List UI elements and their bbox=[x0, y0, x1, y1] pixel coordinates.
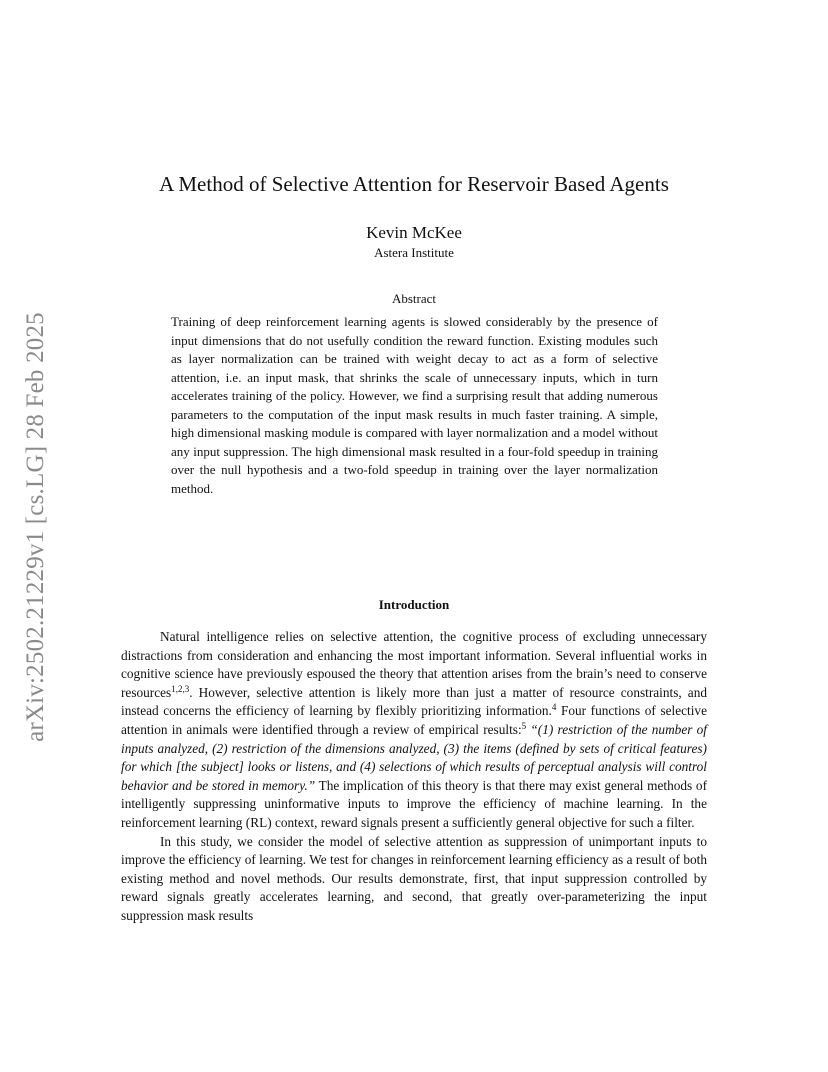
introduction-paragraph-2: In this study, we consider the model of selective attention as suppression of unimportant inputs to improve the efficiency of learning. We test for changes in reinforcement learning efficiency as a result of both existing method and novel methods. Our results demonstrate, first, that input suppression controlled by reward signals greatly accelerates learning, and second, that greatly over-parameterizing the input suppression mask results bbox=[121, 833, 707, 923]
author-affiliation: Astera Institute bbox=[374, 245, 454, 260]
introduction-heading: Introduction bbox=[378, 597, 450, 612]
citation-4: 4 bbox=[551, 702, 557, 713]
paper-title: A Method of Selective Attention for Reservoir Based Agents bbox=[159, 172, 669, 196]
abstract-heading: Abstract bbox=[391, 291, 437, 306]
paper-author: Kevin McKee bbox=[366, 223, 462, 242]
intro-p1-quote: “(1) restriction of the number of inputs analyzed, (2) restriction of the dimensions analyzed, (3) the items (defined by sets of critical features) for which [the subject] looks or listens, and (4) selections of which results of perceptual analysis will control behavior and be stored in memory.” bbox=[121, 721, 707, 793]
citation-5: 5 bbox=[521, 720, 527, 731]
intro-p1-text-d: The implication of this theory is that there may exist general methods of intelligently suppressing uninformative inputs to improve the efficiency of machine learning. In the reinforcement learning (RL) context, reward signals present a sufficiently general objective for such a filter. bbox=[121, 777, 707, 830]
arxiv-identifier-text: arXiv:2502.21229v1 [cs.LG] 28 Feb 2025 bbox=[22, 312, 49, 742]
introduction-paragraph-1 bbox=[121, 628, 707, 833]
intro-p1-text-b: . However, selective attention is likely more than just a matter of resource constraints, and instead concerns the efficiency of learning by flexibly prioritizing information. bbox=[121, 684, 707, 719]
intro-p1-text-c: Four functions of selective attention in animals were identified through a review of empirical results: bbox=[121, 703, 707, 737]
abstract-text: Training of deep reinforcement learning agents is slowed considerably by the presence of input dimensions that do not usefully condition the reward function. Existing modules such as layer normalization can be trained with weight decay to act as a form of selective attention, i.e. an input mask, that shrinks the scale of unnecessary inputs, which in turn accelerates training of the policy. However, we find a surprising result that adding numerous parameters to the computation of the input mask results in much faster training. A simple, high dimensional masking module is compared with layer normalization and a model without any input suppression. The high dimensional mask resulted in a four-fold speedup in training over the null hypothesis and a two-fold speedup in training over the layer normalization method. bbox=[171, 314, 658, 496]
intro-p1-text-a: Natural intelligence relies on selective attention, the cognitive process of excluding unnecessary distractions from consideration and enhancing the most important information. Several influential works in cognitive science have previously espoused the theory that attention arises from the brain’s need to conserve resources bbox=[121, 629, 707, 700]
introduction-body bbox=[121, 628, 707, 926]
arxiv-identifier-stamp bbox=[14, 292, 58, 762]
citation-1-2-3: 1,2,3 bbox=[171, 683, 190, 694]
